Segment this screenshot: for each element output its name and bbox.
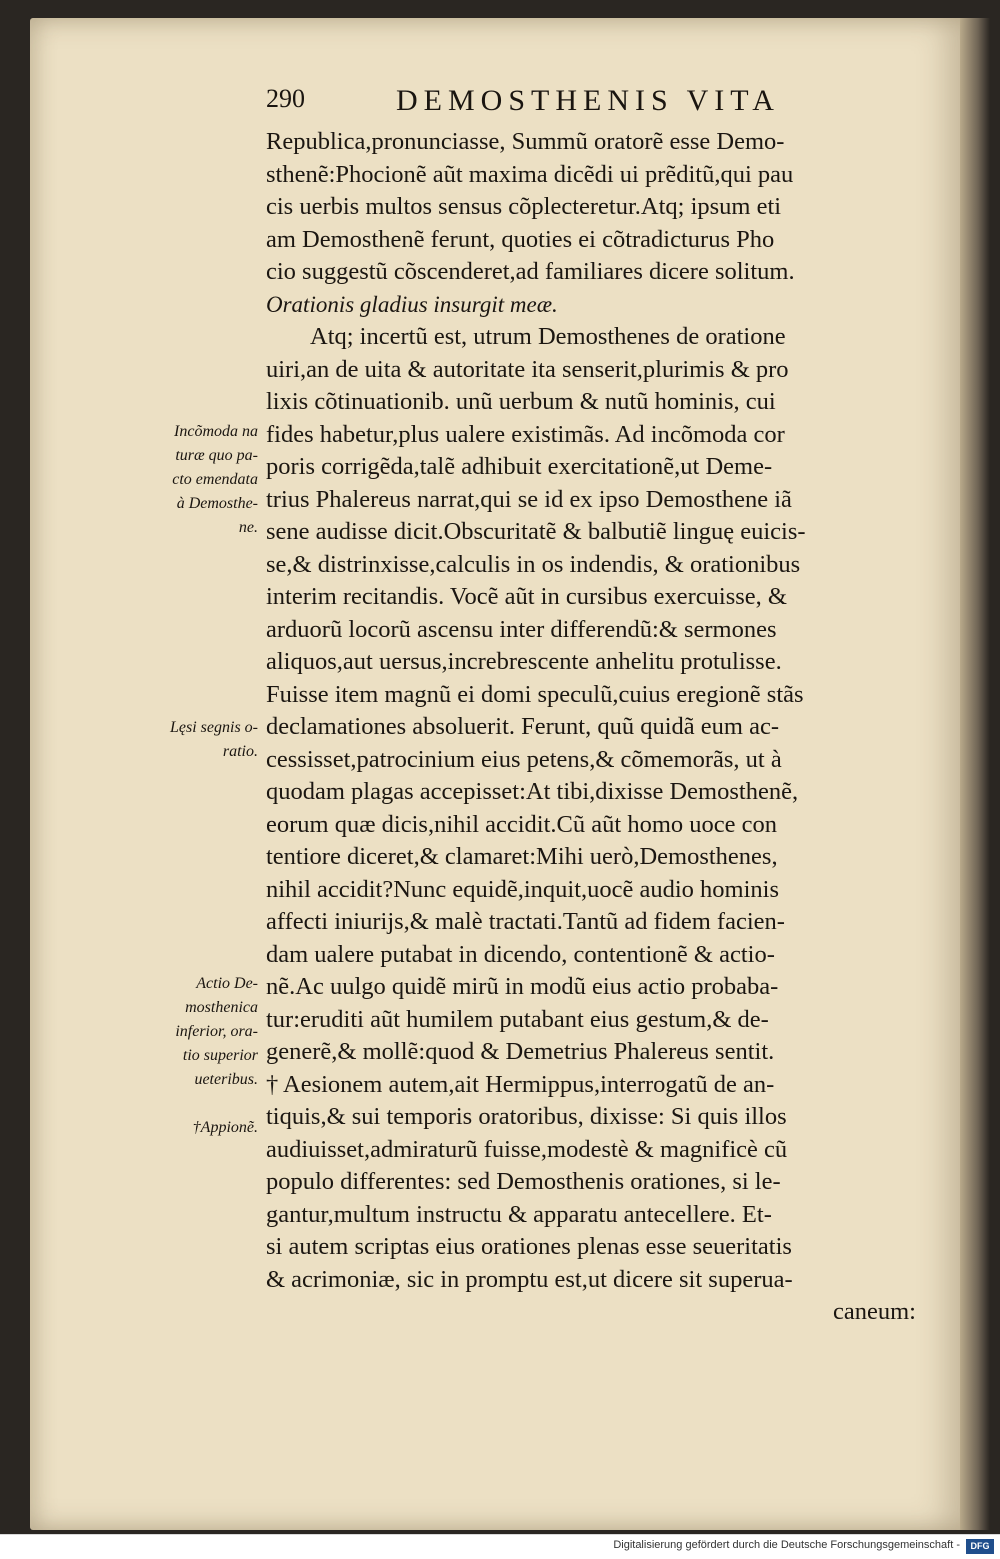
- text-line: trius Phalereus narrat,qui se id ex ipso Demosthene iã: [266, 485, 792, 513]
- text-line: Republica,pronunciasse, Summũ oratorẽ esse Demo-: [266, 128, 785, 155]
- text-line: arduorũ locorũ ascensu inter differendũ:& sermones: [266, 615, 777, 643]
- marginal-line: Incõmoda na: [174, 423, 258, 440]
- marginal-line: inferior, ora-: [175, 1023, 258, 1040]
- marginal-line: tio superior: [182, 1047, 258, 1064]
- text-line: cis uerbis multos sensus cõplecteretur.Atq; ipsum eti: [266, 193, 782, 220]
- text-line: audiuisset,admiraturũ fuisse,modestè & magnificè cũ: [266, 1135, 788, 1163]
- text-line: † Aesionem autem,ait Hermippus,interrogatũ de an-: [266, 1070, 775, 1098]
- marginal-line: Actio De-: [196, 975, 258, 992]
- text-line: populo differentes: sed Demosthenis orationes, si le-: [266, 1168, 781, 1195]
- running-title: DEMOSTHENIS VITA: [396, 84, 780, 117]
- marginal-note-appione: [118, 1116, 258, 1140]
- text-line: eorum quæ dicis,nihil accidit.Cũ aũt homo uoce con: [266, 810, 777, 838]
- text-line: sene audisse dicit.Obscuritatẽ & balbutiẽ linguę euicis-: [266, 518, 806, 545]
- marginal-note-incommoda: [118, 420, 258, 540]
- marginal-line: turæ quo pa-: [175, 447, 258, 464]
- marginal-line: mosthenica: [185, 999, 258, 1016]
- text-line: generẽ,& mollẽ:quod & Demetrius Phalereus sentit.: [266, 1038, 775, 1065]
- text-line: & acrimoniæ, sic in promptu est,ut dicere sit superua-: [266, 1265, 793, 1293]
- text-line: Fuisse item magnũ ei domi speculũ,cuius eregionẽ stãs: [266, 680, 804, 708]
- dfg-logo-icon: DFG: [966, 1539, 994, 1554]
- catchword: caneum:: [833, 1298, 916, 1325]
- footer-bar: [0, 1534, 1000, 1559]
- marginal-note-laesi: [118, 716, 258, 764]
- text-line: gantur,multum instructu & apparatu antecellere. Et-: [266, 1200, 772, 1228]
- text-line: am Demosthenẽ ferunt, quoties ei cõtradicturus Pho: [266, 225, 775, 253]
- text-line: fides habetur,plus ualere existimãs. Ad incõmoda cor: [266, 420, 785, 448]
- text-line: nihil accidit?Nunc equidẽ,inquit,uocẽ audio hominis: [266, 875, 780, 903]
- page-number: 290: [266, 84, 305, 113]
- text-line: uiri,an de uita & autoritate ita senserit,plurimis & pro: [266, 355, 789, 383]
- funding-credit: Digitalisierung gefördert durch die Deutsche Forschungsgemeinschaft -: [613, 1539, 960, 1551]
- text-line: tiquis,& sui temporis oratoribus, dixisse: Si quis illos: [266, 1103, 787, 1130]
- marginal-line: ne.: [238, 519, 258, 536]
- text-line: nẽ.Ac uulgo quidẽ mirũ in modũ eius actio probaba-: [266, 973, 779, 1000]
- text-line: se,& distrinxisse,calculis in os indendis, & orationibus: [266, 550, 801, 578]
- text-line: aliquos,aut uersus,increbrescente anhelitu protulisse.: [266, 648, 782, 675]
- text-line: dam ualere putabat in dicendo, contentionẽ & actio-: [266, 940, 775, 968]
- text-line: tur:eruditi aũt humilem putabant eius gestum,& de-: [266, 1005, 769, 1033]
- text-line: poris corrigẽda,talẽ adhibuit exercitationẽ,ut Deme-: [266, 453, 773, 480]
- text-line: declamationes absoluerit. Ferunt, quũ quidã eum ac-: [266, 713, 779, 740]
- text-line: cio suggestũ cõscenderet,ad familiares dicere solitum.: [266, 258, 795, 285]
- text-line: tentiore diceret,& clamaret:Mihi uerò,Demosthenes,: [266, 843, 778, 870]
- text-line: si autem scriptas eius orationes plenas esse seueritatis: [266, 1233, 792, 1260]
- text-line: quodam plagas accepisset:At tibi,dixisse Demosthenẽ,: [266, 778, 799, 805]
- quotation-line: Orationis gladius insurgit meæ.: [266, 291, 558, 317]
- text-line: cessisset,patrocinium eius petens,& cõmemorãs, ut à: [266, 745, 782, 773]
- paragraph-start: Atq; incertũ est, utrum Demosthenes de oratione: [310, 323, 786, 350]
- text-line: lixis cõtinuationib. unũ uerbum & nutũ hominis, cui: [266, 388, 776, 415]
- main-text: [266, 126, 916, 1329]
- marginal-line: ratio.: [222, 743, 258, 760]
- marginal-line: ueteribus.: [194, 1071, 258, 1088]
- marginal-line: à Demosthe-: [176, 495, 258, 512]
- marginal-note-actio: [118, 972, 258, 1092]
- text-line: sthenẽ:Phocionẽ aũt maxima dicẽdi ui prẽditũ,qui pau: [266, 160, 794, 188]
- text-line: affecti iniurijs,& malè tractati.Tantũ ad fidem facien-: [266, 908, 785, 935]
- marginal-line: cto emendata: [172, 471, 258, 488]
- page-edge: [960, 18, 990, 1530]
- marginal-line: †Appionẽ.: [192, 1119, 258, 1136]
- running-head: [266, 84, 906, 124]
- marginal-line: Lęsi segnis o-: [170, 719, 258, 736]
- text-line: interim recitandis. Vocẽ aũt in cursibus exercuisse, &: [266, 583, 787, 610]
